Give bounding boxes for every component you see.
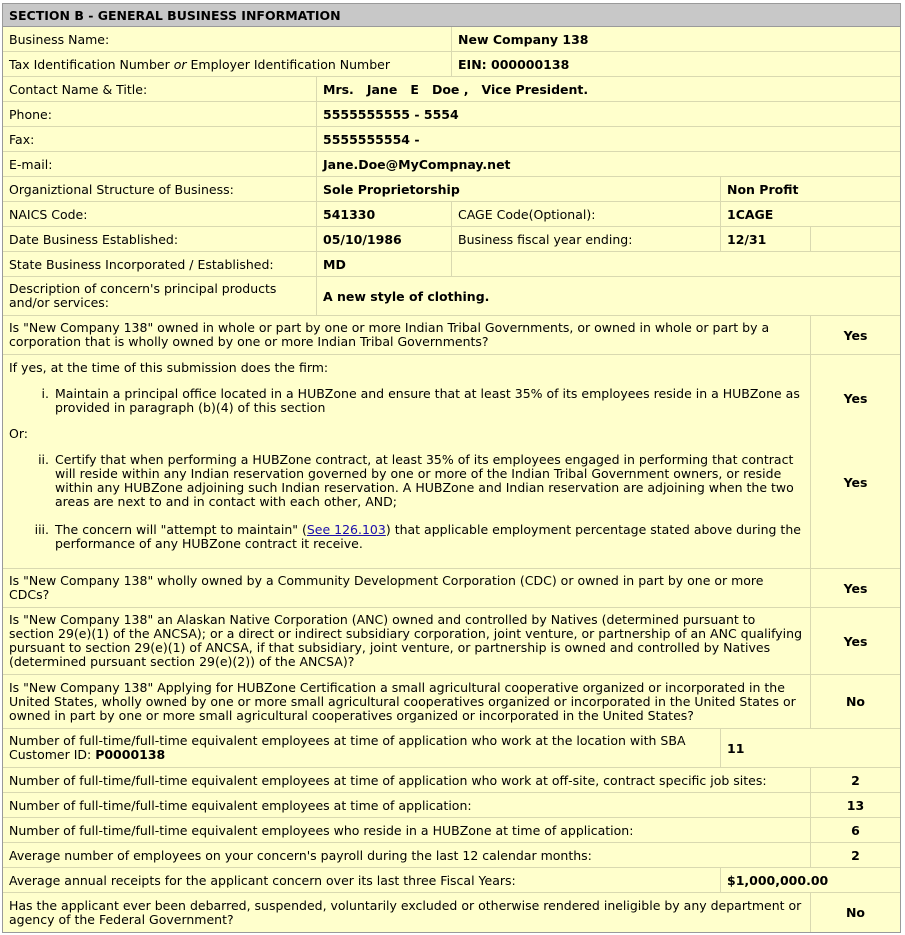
fiscal-year-label: Business fiscal year ending: <box>452 227 721 251</box>
cdc-row <box>3 569 900 608</box>
emp-hubzone-label: Number of full-time/full-time equivalent employees who reside in a HUBZone at time of application: <box>3 818 811 842</box>
hubzone-item-iii-text <box>55 523 804 551</box>
phone-label: Phone: <box>3 102 317 126</box>
hubzone-intro: If yes, at the time of this submission does the firm: <box>9 360 329 375</box>
emp-total-label: Number of full-time/full-time equivalent employees at time of application: <box>3 793 811 817</box>
emp-hubzone-answer: 6 <box>851 822 860 838</box>
hubzone-item-iii-post: ) that applicable employment percentage stated above during the performance of any HUBZone contract it receive. <box>55 522 801 551</box>
emp-offsite-label: Number of full-time/full-time equivalent employees at time of application who work at off-site, contract specific job sites: <box>3 768 811 792</box>
avg-employees-answer: 2 <box>851 847 860 863</box>
see-126-103-link[interactable]: See 126.103 <box>306 522 386 537</box>
emp-offsite-answer: 2 <box>851 772 860 788</box>
tin-label-or: or <box>173 56 187 72</box>
emp-location-label-text <box>9 734 714 762</box>
emp-location-row <box>3 729 900 768</box>
cage-label: CAGE Code(Optional): <box>452 202 721 226</box>
debarred-row <box>3 893 900 932</box>
business-name-value: New Company 138 <box>458 31 589 47</box>
cdc-answer: Yes <box>843 580 868 596</box>
established-label: Date Business Established: <box>3 227 317 251</box>
established-value: 05/10/1986 <box>317 227 452 251</box>
emp-location-label-pre: Number of full-time/full-time equivalent employees at time of application who work at the location with SBA Customer ID: <box>9 733 686 762</box>
contact-row <box>3 77 900 102</box>
emp-total-answer: 13 <box>846 797 865 813</box>
fax-label: Fax: <box>3 127 317 151</box>
naics-row <box>3 202 900 227</box>
fax-value: 5555555554 - <box>323 131 420 147</box>
email-label: E-mail: <box>3 152 317 176</box>
debarred-answer: No <box>845 905 866 920</box>
state-row <box>3 252 900 277</box>
agri-answer: No <box>845 694 866 709</box>
receipts-answer: $1,000,000.00 <box>727 872 829 888</box>
tin-row <box>3 52 900 77</box>
emp-total-row <box>3 793 900 818</box>
tribal-question: Is "New Company 138" owned in whole or part by one or more Indian Tribal Governments, or owned in whole or part by a corporation that is wholly owned by one or more Indian Tribal Governments? <box>3 316 811 354</box>
hubzone-item-iii-number: iii. <box>34 522 49 537</box>
hubzone-item-ii-number: ii. <box>38 452 49 467</box>
tribal-answer: Yes <box>843 327 868 343</box>
hubzone-item-iii <box>9 523 804 551</box>
anc-row <box>3 608 900 675</box>
org-row <box>3 177 900 202</box>
description-row <box>3 277 900 316</box>
naics-label: NAICS Code: <box>3 202 317 226</box>
fiscal-year-empty <box>811 227 900 251</box>
tin-label <box>3 52 452 76</box>
hubzone-row <box>3 355 900 569</box>
hubzone-conditions <box>3 355 811 568</box>
tribal-row <box>3 316 900 355</box>
state-value: MD <box>317 252 452 276</box>
tin-value: EIN: 000000138 <box>458 56 570 72</box>
established-row <box>3 227 900 252</box>
section-b-form <box>2 3 901 933</box>
receipts-row <box>3 868 900 893</box>
emp-offsite-row <box>3 768 900 793</box>
hubzone-answer-ii: Yes <box>843 475 868 490</box>
receipts-label: Average annual receipts for the applicant concern over its last three Fiscal Years: <box>3 868 721 892</box>
hubzone-item-ii-text: Certify that when performing a HUBZone contract, at least 35% of its employees engaged in performing that contract will reside within any Indian reservation governed by one or more of the Indian Tribal Government owners, or reside within any HUBZone adjoining such Indian reservation. A HUBZone and Indian reservation are adjoining when the two areas are next to and in contact with each other, AND; <box>55 452 794 509</box>
org-label: Organiztional Structure of Business: <box>3 177 317 201</box>
contact-label: Contact Name & Title: <box>3 77 317 101</box>
avg-employees-row <box>3 843 900 868</box>
state-label: State Business Incorporated / Established: <box>3 252 317 276</box>
anc-answer: Yes <box>843 633 868 649</box>
cage-value: 1CAGE <box>727 206 774 222</box>
cdc-question: Is "New Company 138" wholly owned by a Community Development Corporation (CDC) or owned in part by one or more CDCs? <box>3 569 811 607</box>
fax-row <box>3 127 900 152</box>
anc-question: Is "New Company 138" an Alaskan Native Corporation (ANC) owned and controlled by Natives (determined pursuant to section 29(e)(1) of the ANCSA); or a direct or indirect subsidiary corporation, joint venture, or partnership of an ANC qualifying pursuant to section 29(e)(1) of ANCSA, if that subsidiary, joint venture, or partnership is owned and controlled by Natives (determined pursuant section 29(e)(2)) of the ANCSA)? <box>3 608 811 674</box>
hubzone-item-i-text: Maintain a principal office located in a HUBZone and ensure that at least 35% of its employees reside in a HUBZone as provided in paragraph (b)(4) of this section <box>55 386 800 415</box>
section-title: SECTION B - GENERAL BUSINESS INFORMATION <box>3 4 900 27</box>
email-value: Jane.Doe@MyCompnay.net <box>323 156 511 172</box>
debarred-question: Has the applicant ever been debarred, suspended, voluntarily excluded or otherwise rendered ineligible by any department or agency of the Federal Government? <box>3 893 811 932</box>
description-value: A new style of clothing. <box>323 288 490 304</box>
hubzone-answers <box>811 355 900 568</box>
agri-question: Is "New Company 138" Applying for HUBZone Certification a small agricultural cooperative organized or incorporated in the United States, wholly owned by one or more small agricultural cooperatives organized or incorporated in the United States or owned in part by one or more small agricultural cooperatives organized or incorporated in the United States? <box>3 675 811 728</box>
phone-row <box>3 102 900 127</box>
emp-location-label <box>3 729 721 767</box>
emp-hubzone-row <box>3 818 900 843</box>
tin-label-pre: Tax Identification Number <box>9 56 174 72</box>
emp-location-answer: 11 <box>727 740 745 756</box>
org-value: Sole Proprietorship <box>317 177 721 201</box>
hubzone-item-ii <box>9 453 804 509</box>
org-value2: Non Profit <box>727 181 799 197</box>
naics-value: 541330 <box>317 202 452 226</box>
tin-label-post: Employer Identification Number <box>186 56 390 72</box>
avg-employees-label: Average number of employees on your concern's payroll during the last 12 calendar months: <box>3 843 811 867</box>
business-name-label: Business Name: <box>3 27 452 51</box>
hubzone-answer-i: Yes <box>843 391 868 406</box>
fiscal-year-value: 12/31 <box>721 227 811 251</box>
agri-row <box>3 675 900 729</box>
description-label: Description of concern's principal products and/or services: <box>3 277 317 315</box>
email-row <box>3 152 900 177</box>
hubzone-or: Or: <box>9 426 28 441</box>
business-name-row <box>3 27 900 52</box>
phone-value: 5555555555 - 5554 <box>323 106 459 122</box>
state-empty <box>452 252 900 276</box>
contact-value: Mrs. Jane E Doe , Vice President. <box>323 81 589 97</box>
customer-id: P0000138 <box>95 747 166 762</box>
hubzone-item-iii-pre: The concern will "attempt to maintain" ( <box>55 522 307 537</box>
hubzone-item-i <box>9 387 804 415</box>
hubzone-item-i-number: i. <box>41 386 49 401</box>
